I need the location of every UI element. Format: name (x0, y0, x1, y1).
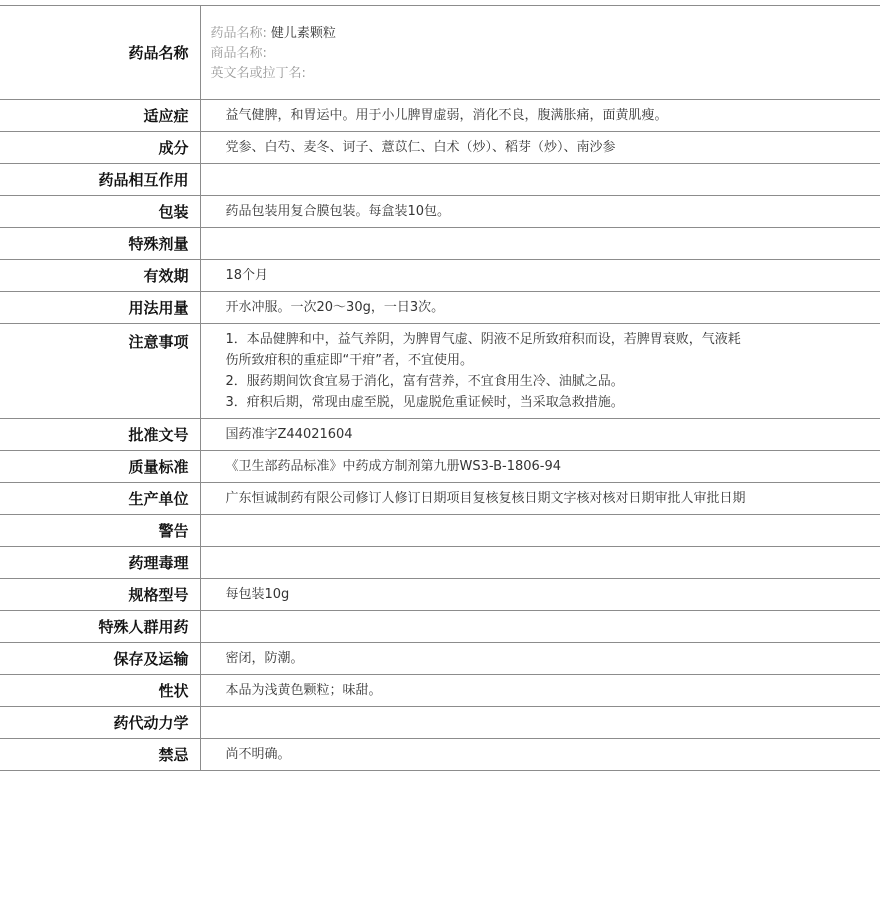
row-label: 特殊剂量 (0, 228, 200, 260)
names-cell (200, 6, 880, 100)
row-label: 禁忌 (0, 739, 200, 771)
row-usage-dosage (0, 292, 880, 324)
row-label: 药代动力学 (0, 707, 200, 739)
drug-name-line (211, 24, 873, 44)
row-value (200, 228, 880, 260)
row-label: 适应症 (0, 100, 200, 132)
row-value: 广东恒诚制药有限公司修订人修订日期项目复核复核日期文字核对核对日期审批人审批日期 (200, 483, 880, 515)
drug-info-table (0, 5, 880, 771)
row-warning (0, 515, 880, 547)
row-label: 特殊人群用药 (0, 611, 200, 643)
row-value (200, 547, 880, 579)
row-label: 药品名称 (0, 6, 200, 100)
precaution-line: 2．服药期间饮食宜易于消化，富有营养，不宜食用生冷、油腻之品。 (225, 374, 624, 389)
row-label: 性状 (0, 675, 200, 707)
row-value (200, 515, 880, 547)
row-approval-number (0, 419, 880, 451)
row-pharmacology (0, 547, 880, 579)
row-label: 警告 (0, 515, 200, 547)
row-value: 党参、白芍、麦冬、诃子、薏苡仁、白术（炒）、稻芽（炒）、南沙参 (200, 132, 880, 164)
row-value (200, 707, 880, 739)
row-precautions (0, 324, 880, 419)
row-label: 保存及运输 (0, 643, 200, 675)
drug-name-value: 健儿素颗粒 (270, 26, 336, 41)
row-packaging (0, 196, 880, 228)
row-value: 国药准字Z44021604 (200, 419, 880, 451)
latin-name-label: 英文名或拉丁名: (210, 66, 306, 81)
row-storage (0, 643, 880, 675)
trade-name-line (211, 44, 873, 64)
row-value: 益气健脾，和胃运中。用于小儿脾胃虚弱，消化不良，腹满胀痛，面黄肌瘦。 (200, 100, 880, 132)
row-pharmacokinetics (0, 707, 880, 739)
latin-name-line (211, 64, 873, 84)
row-label: 有效期 (0, 260, 200, 292)
row-label: 成分 (0, 132, 200, 164)
row-label: 批准文号 (0, 419, 200, 451)
row-value: 密闭，防潮。 (200, 643, 880, 675)
row-specification (0, 579, 880, 611)
row-special-dosage (0, 228, 880, 260)
row-label: 包装 (0, 196, 200, 228)
row-indications (0, 100, 880, 132)
row-quality-standard (0, 451, 880, 483)
row-value: 每包装10g (200, 579, 880, 611)
row-special-populations (0, 611, 880, 643)
row-label: 生产单位 (0, 483, 200, 515)
row-value: 本品为浅黄色颗粒；味甜。 (200, 675, 880, 707)
row-manufacturer (0, 483, 880, 515)
row-value: 18个月 (200, 260, 880, 292)
row-label: 质量标准 (0, 451, 200, 483)
row-drug-names (0, 6, 880, 100)
drug-name-label: 药品名称: (210, 26, 267, 41)
row-value: 尚不明确。 (200, 739, 880, 771)
row-appearance (0, 675, 880, 707)
row-label: 规格型号 (0, 579, 200, 611)
row-label: 注意事项 (0, 324, 200, 419)
row-value: 《卫生部药品标准》中药成方制剂第九册WS3-B-1806-94 (200, 451, 880, 483)
row-value: 开水冲服。一次20～30g，一日3次。 (200, 292, 880, 324)
trade-name-label: 商品名称: (210, 46, 267, 61)
row-contraindications (0, 739, 880, 771)
row-shelf-life (0, 260, 880, 292)
row-value (200, 164, 880, 196)
row-value: 药品包装用复合膜包装。每盒装10包。 (200, 196, 880, 228)
precaution-line: 1．本品健脾和中，益气养阴，为脾胃气虚、阴液不足所致疳积而设，若脾胃衰败，气液耗 (225, 332, 741, 347)
row-label: 用法用量 (0, 292, 200, 324)
precaution-line: 伤所致疳积的重症即“干疳”者，不宜使用。 (225, 353, 473, 368)
row-label: 药品相互作用 (0, 164, 200, 196)
row-value (200, 324, 880, 419)
row-ingredients (0, 132, 880, 164)
row-value (200, 611, 880, 643)
row-interactions (0, 164, 880, 196)
row-label: 药理毒理 (0, 547, 200, 579)
precaution-line: 3．疳积后期，常现由虚至脱，见虚脱危重证候时，当采取急救措施。 (225, 395, 624, 410)
